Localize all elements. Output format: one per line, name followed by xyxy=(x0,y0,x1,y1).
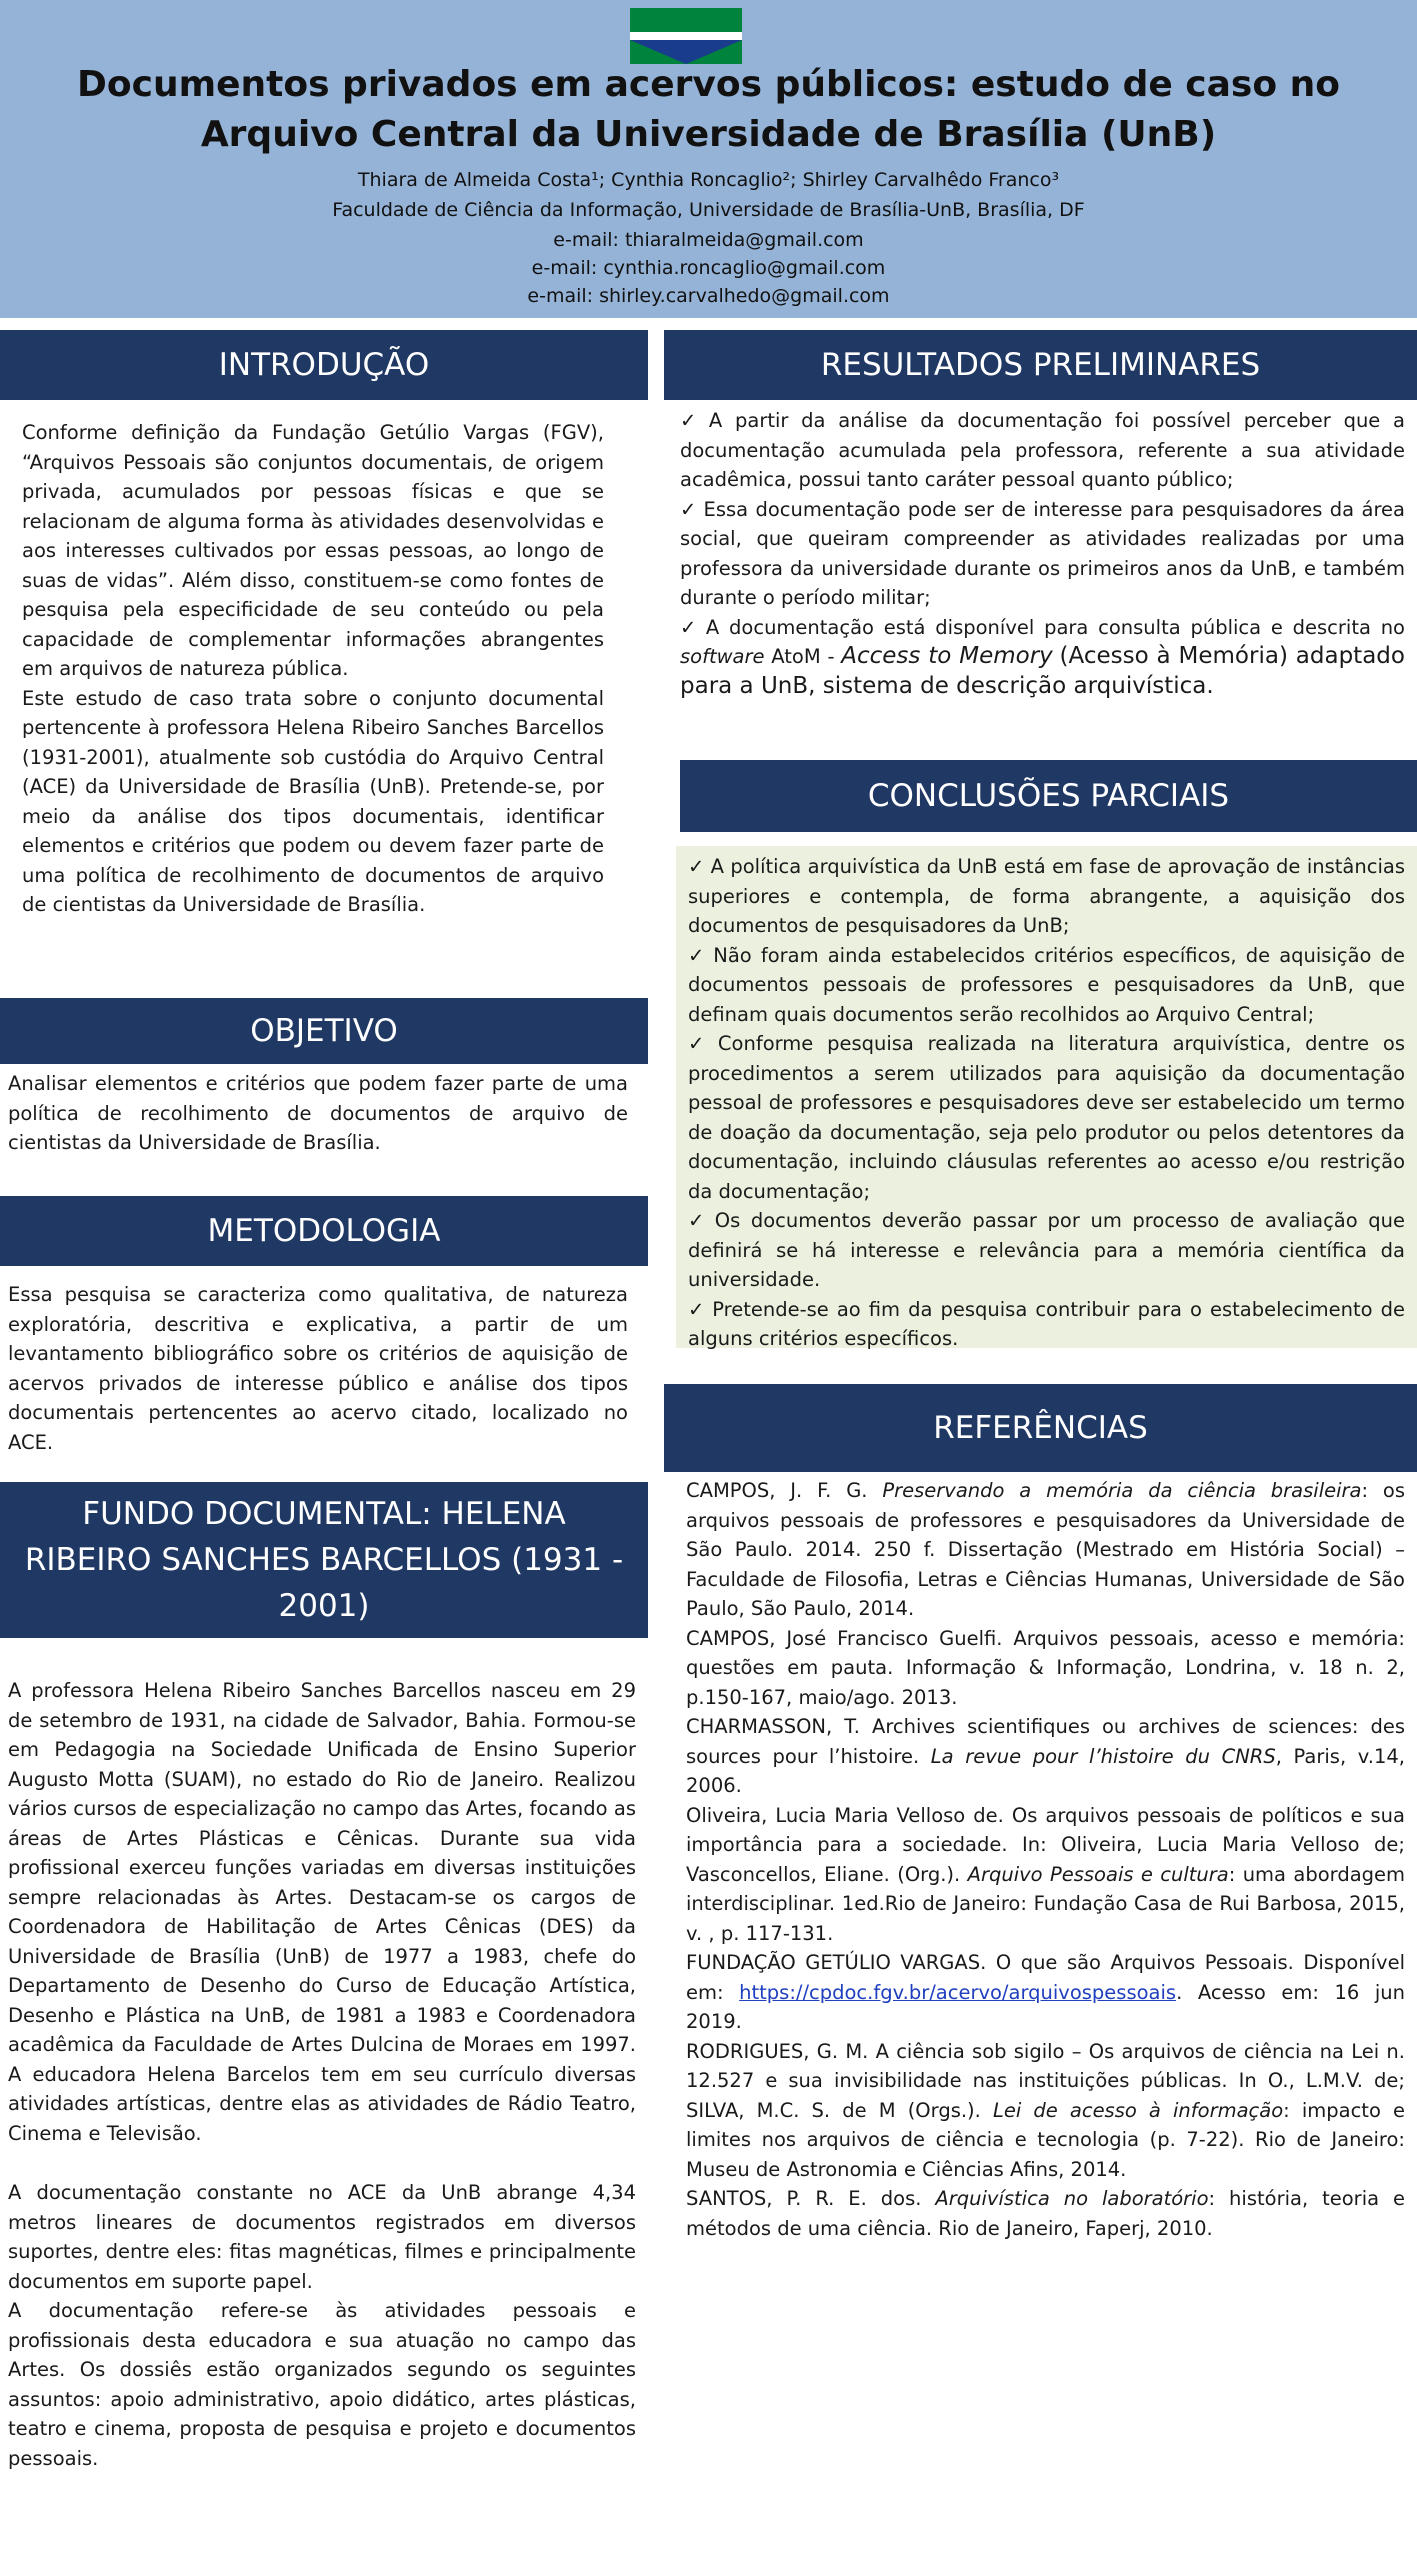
fundo-paragraph-2: A documentação constante no ACE da UnB abrange 4,34 metros lineares de documentos registrados em diversos suportes, dentre eles: fitas magnéticas, filmes e principalmente documentos em suporte papel. xyxy=(8,2181,636,2293)
resultados-text xyxy=(680,406,1405,701)
objetivo-text xyxy=(8,1069,628,1158)
metodologia-paragraph: Essa pesquisa se caracteriza como qualitativa, de natureza exploratória, descritiva e explicativa, a partir de um levantamento bibliográfico sobre os critérios de aquisição de acervos privados de interesse público e análise dos tipos documentais pertencentes ao acervo citado, localizado no ACE. xyxy=(8,1283,628,1454)
resultados-item-2: ✓ Essa documentação pode ser de interesse para pesquisadores da área social, que queiram compreender as atividades realizadas por uma professora da universidade durante os primeiros anos da UnB, e também durante o período militar; xyxy=(680,497,1405,609)
reference-item: SANTOS, P. R. E. dos. Arquivística no laboratório: história, teoria e métodos de uma ciência. Rio de Janeiro, Faperj, 2010. xyxy=(686,2187,1406,2240)
authors: Thiara de Almeida Costa¹; Cynthia Roncaglio²; Shirley Carvalhêdo Franco³ xyxy=(357,169,1060,191)
conclusoes-item-2: ✓ Não foram ainda estabelecidos critérios específicos, de aquisição de documentos pessoais de professores e pesquisadores da UnB, que definam quais documentos serão recolhidos ao Arquivo Central; xyxy=(688,943,1405,1026)
conclusoes-item-4: ✓ Os documentos deverão passar por um processo de avaliação que definirá se há interesse e relevância para a memória científica da universidade. xyxy=(688,1209,1406,1291)
introducao-paragraph-1: Conforme definição da Fundação Getúlio Vargas (FGV), “Arquivos Pessoais são conjuntos documentais, de origem privada, acumulados por pessoas físicas e que se relacionam de alguma forma às atividades desenvolvidas e aos interesses cultivados por essas pessoas, ao longo de suas de vidas”. Além disso, constituem-se como fontes de pesquisa pela especificidade de seu conteúdo ou pela capacidade de complementar informações abrangentes em arquivos de natureza pública. xyxy=(22,421,604,680)
email-2: e-mail: cynthia.roncaglio@gmail.com xyxy=(531,257,886,279)
email-1: e-mail: thiaralmeida@gmail.com xyxy=(553,229,864,251)
checkmark-icon: ✓ xyxy=(680,615,700,639)
checkmark-icon: ✓ xyxy=(688,943,708,967)
page-title: Documentos privados em acervos públicos: estudo de caso no Arquivo Central da Universidade de Brasília (UnB) xyxy=(77,64,1340,155)
reference-item: RODRIGUES, G. M. A ciência sob sigilo – Os arquivos de ciência na Lei n. 12.527 e sua invisibilidade nas instituições públicas. In O., L.M.V. de; SILVA, M.C. S. de M (Orgs.). Lei de acesso à informação: impacto e limites nos arquivos de ciência e tecnologia (p. 7-22). Rio de Janeiro: Museu de Astronomia e Ciências Afins, 2014. xyxy=(686,2039,1405,2181)
checkmark-icon: ✓ xyxy=(680,497,698,521)
conclusoes-item-3: ✓ Conforme pesquisa realizada na literatura arquivística, dentre os procedimentos a serem utilizados para aquisição da documentação pessoal de professores e pesquisadores deve ser estabelecido um termo de doação da documentação, seja pelo produtor ou pelos detentores da documentação, incluindo cláusulas referentes ao acesso e/ou restrição da documentação; xyxy=(688,1032,1406,1203)
checkmark-icon: ✓ xyxy=(688,855,705,878)
checkmark-icon: ✓ xyxy=(688,1297,707,1321)
reference-item: CAMPOS, J. F. G. Preservando a memória da ciência brasileira: os arquivos pessoais de professores e pesquisadores da Universidade de São Paulo. 2014. 250 f. Dissertação (Mestrado em História Social) – Faculdade de Filosofia, Letras e Ciências Humanas, Universidade de São Paulo, São Paulo, 2014. xyxy=(686,1479,1406,1620)
affiliation: Faculdade de Ciência da Informação, Universidade de Brasília-UnB, Brasília, DF xyxy=(332,199,1085,221)
referencias-list xyxy=(686,1476,1405,2243)
section-heading-referencias: REFERÊNCIAS xyxy=(664,1384,1417,1472)
section-heading-resultados: RESULTADOS PRELIMINARES xyxy=(664,330,1417,400)
reference-item: CHARMASSON, T. Archives scientifiques ou archives de sciences: des sources pour l’histoire. La revue pour l’histoire du CNRS, Paris, v.14, 2006. xyxy=(686,1715,1406,1797)
checkmark-icon: ✓ xyxy=(688,1032,712,1055)
introducao-text xyxy=(22,418,604,920)
fundo-paragraph-1: A professora Helena Ribeiro Sanches Barcellos nasceu em 29 de setembro de 1931, na cidade de Salvador, Bahia. Formou-se em Pedagogia na Sociedade Unificada de Ensino Superior Augusto Motta (SUAM), no estado do Rio de Janeiro. Realizou vários cursos de especialização no campo das Artes, focando as áreas de Artes Plásticas e Cênicas. Durante sua vida profissional exerceu funções variadas em diversas instituições sempre relacionadas às Artes. Destacam-se os cargos de Coordenadora de Habilitação de Artes Cênicas (DES) da Universidade de Brasília (UnB) de 1977 a 1983, chefe do Departamento de Desenho do Curso de Educação Artística, Desenho e Plástica na UnB, de 1981 a 1983 e Coordenadora acadêmica da Faculdade de Artes Dulcina de Moraes em 1997. A educadora Helena Barcelos tem em seu currículo diversas atividades artísticas, dentre elas as atividades de Rádio Teatro, Cinema e Televisão. xyxy=(8,1679,636,2145)
reference-item: FUNDAÇÃO GETÚLIO VARGAS. O que são Arquivos Pessoais. Disponível em: https://cpdoc.fgv.br/acervo/arquivospessoais. Acesso em: 16 jun 2019. xyxy=(686,1951,1405,2033)
poster-header xyxy=(0,0,1417,318)
email-3: e-mail: shirley.carvalhedo@gmail.com xyxy=(527,285,890,307)
conclusoes-item-1: ✓ A política arquivística da UnB está em fase de aprovação de instâncias superiores e contempla, de forma abrangente, a aquisição dos documentos de pesquisadores da UnB; xyxy=(688,855,1405,937)
reference-item: CAMPOS, José Francisco Guelfi. Arquivos pessoais, acesso e memória: questões em pauta. Informação & Informação, Londrina, v. 18 n. 2, p.150-167, maio/ago. 2013. xyxy=(686,1626,1405,1709)
section-heading-objetivo: OBJETIVO xyxy=(0,998,648,1064)
checkmark-icon: ✓ xyxy=(688,1209,709,1232)
section-heading-conclusoes: CONCLUSÕES PARCIAIS xyxy=(680,760,1417,832)
fgv-link[interactable]: https://cpdoc.fgv.br/acervo/arquivospessoais xyxy=(739,1980,1177,2004)
objetivo-paragraph: Analisar elementos e critérios que podem fazer parte de uma política de recolhimento de documentos de arquivo de cientistas da Universidade de Brasília. xyxy=(8,1072,628,1154)
resultados-item-1: ✓ A partir da análise da documentação foi possível perceber que a documentação acumulada pela professora, referente a sua atividade acadêmica, possui tanto caráter pessoal quanto público; xyxy=(680,409,1406,491)
reference-item: Oliveira, Lucia Maria Velloso de. Os arquivos pessoais de políticos e sua importância para a sociedade. In: Oliveira, Lucia Maria Velloso de; Vasconcellos, Eliane. (Org.). Arquivo Pessoais e cultura: uma abordagem interdisciplinar. 1ed.Rio de Janeiro: Fundação Casa de Rui Barbosa, 2015, v. , p. 117-131. xyxy=(686,1803,1406,1945)
unb-logo xyxy=(630,8,742,64)
section-heading-introducao: INTRODUÇÃO xyxy=(0,330,648,400)
fundo-paragraph-3: A documentação refere-se às atividades pessoais e profissionais desta educadora e sua atuação no campo das Artes. Os dossiês estão organizados segundo os seguintes assuntos: apoio administrativo, apoio didático, artes plásticas, teatro e cinema, proposta de pesquisa e projeto e documentos pessoais. xyxy=(8,2299,636,2470)
conclusoes-box xyxy=(676,846,1417,1348)
resultados-item-3: ✓ A documentação está disponível para consulta pública e descrita no software AtoM - Access to Memory (Acesso à Memória) adaptado para a UnB, sistema de descrição arquivística. xyxy=(680,615,1405,699)
section-heading-fundo: FUNDO DOCUMENTAL: HELENA RIBEIRO SANCHES BARCELLOS (1931 - 2001) xyxy=(0,1482,648,1638)
introducao-paragraph-2: Este estudo de caso trata sobre o conjunto documental pertencente à professora Helena Ribeiro Sanches Barcellos (1931-2001), atualmente sob custódia do Arquivo Central (ACE) da Universidade de Brasília (UnB). Pretende-se, por meio da análise dos tipos documentais, identificar elementos e critérios que podem ou devem fazer parte de uma política de recolhimento de documentos de arquivo de cientistas da Universidade de Brasília. xyxy=(22,686,604,916)
checkmark-icon: ✓ xyxy=(680,409,703,432)
metodologia-text xyxy=(8,1280,628,1457)
fundo-text xyxy=(8,1676,636,2473)
conclusoes-item-5: ✓ Pretende-se ao fim da pesquisa contribuir para o estabelecimento de alguns critérios específicos. xyxy=(688,1297,1405,1350)
section-heading-metodologia: METODOLOGIA xyxy=(0,1196,648,1266)
